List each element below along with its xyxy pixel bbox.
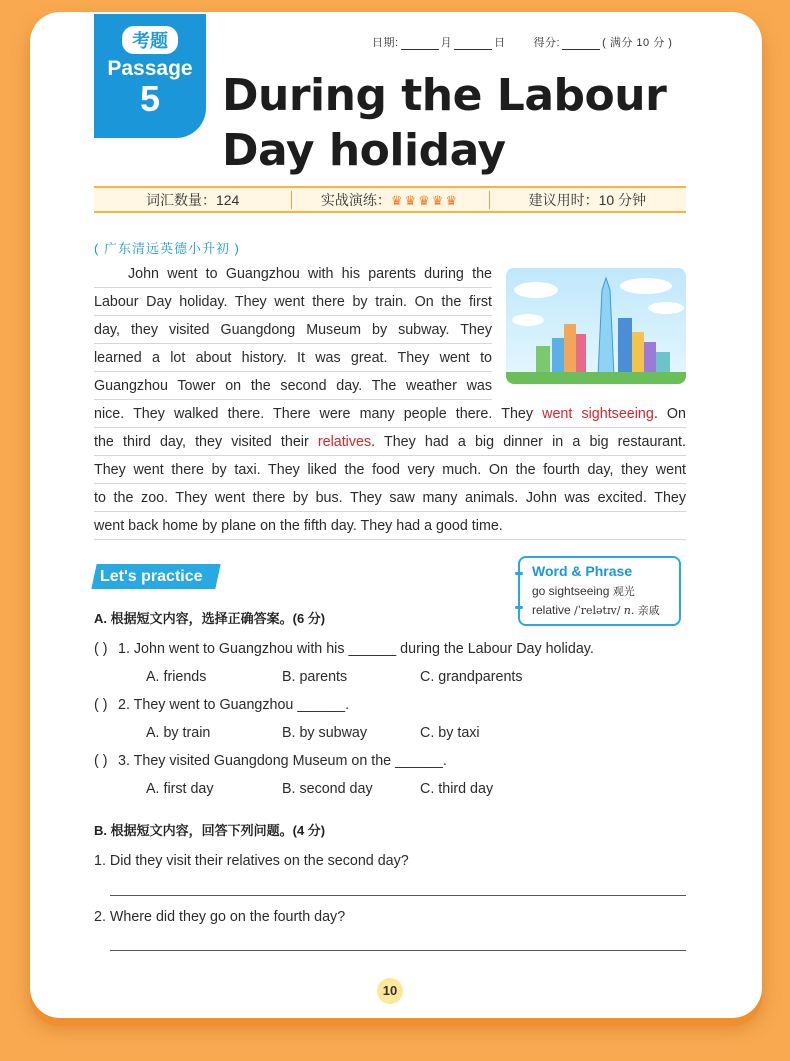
option-c[interactable]: C. by taxi	[420, 725, 480, 741]
passage-line: Guangzhou Tower on the second day. The weather was	[94, 372, 492, 400]
info-bar	[94, 186, 686, 213]
question-2-options	[146, 725, 480, 741]
passage-line: the third day, they visited their relatives. They had a big dinner in a big restaurant.	[94, 428, 686, 456]
practice-level	[291, 190, 488, 210]
badge-tag: 考题	[122, 26, 178, 54]
highlight-went-sightseeing: went sightseeing	[542, 406, 654, 422]
day-blank[interactable]	[454, 39, 492, 50]
highlight-relatives: relatives	[317, 434, 372, 450]
passage-line: went back home by plane on the fifth day. They had a good time.	[94, 512, 686, 540]
full-score: ( 满分 10 分 )	[602, 37, 673, 49]
day-label: 日	[494, 37, 506, 49]
question-2: ( ) 2. They went to Guangzhou ______.	[94, 697, 350, 713]
title-line-1: During the Labour	[222, 70, 667, 121]
question-1-options	[146, 669, 523, 685]
passage-line: learned a lot about history. It was great. They went to	[94, 344, 492, 372]
reading-passage	[94, 260, 686, 540]
question-3-options	[146, 781, 493, 797]
option-a[interactable]: A. by train	[146, 725, 211, 741]
question-3: ( ) 3. They visited Guangdong Museum on the ______.	[94, 753, 447, 769]
word-phrase-box	[518, 556, 681, 626]
passage-number: 5	[139, 78, 161, 119]
open-question-2: 2. Where did they go on the fourth day?	[94, 909, 346, 925]
answer-line-1[interactable]	[110, 895, 686, 896]
score-label: 得分:	[533, 37, 561, 49]
glossary-item: relative /ˈrelətɪv/ n. 亲戚	[532, 603, 660, 617]
suggested-time: 建议用时：10 分钟	[489, 190, 686, 210]
word-count: 词汇数量：124	[145, 191, 240, 208]
section-b-heading: B. 根据短文内容，回答下列问题。(4 分)	[94, 823, 326, 838]
month-blank[interactable]	[401, 39, 439, 50]
source-note: ( 广东清远英德小升初 )	[94, 241, 240, 256]
answer-line-2[interactable]	[110, 950, 686, 951]
section-a-heading: A. 根据短文内容，选择正确答案。(6 分)	[94, 611, 326, 626]
open-question-1: 1. Did they visit their relatives on the second day?	[94, 853, 409, 869]
title-line-2: Day holiday	[222, 125, 506, 176]
answer-paren[interactable]: ( )	[94, 753, 108, 769]
score-blank[interactable]	[562, 39, 600, 50]
option-b[interactable]: B. by subway	[282, 725, 368, 741]
option-a[interactable]: A. friends	[146, 669, 207, 685]
passage-line: nice. They walked there. There were many people there. They went sightseeing. On	[94, 400, 686, 428]
passage-line: day, they visited Guangdong Museum by subway. They	[94, 316, 492, 344]
page-number: 10	[377, 978, 403, 1004]
option-c[interactable]: C. third day	[420, 781, 494, 797]
answer-paren[interactable]: ( )	[94, 697, 108, 713]
lets-practice-tag: Let's practice	[91, 564, 220, 589]
option-a[interactable]: A. first day	[146, 781, 214, 797]
page-title	[222, 68, 692, 178]
date-label: 日期:	[372, 37, 399, 49]
option-c[interactable]: C. grandparents	[420, 669, 523, 685]
passage-line: They went there by taxi. They liked the food very much. On the fourth day, they went	[94, 456, 686, 484]
crown-icons: ♛♛♛♛♛	[390, 192, 460, 208]
question-1: ( ) 1. John went to Guangzhou with his ______ during the Labour Day holiday.	[94, 641, 594, 657]
option-b[interactable]: B. second day	[282, 781, 373, 797]
passage-line: Labour Day holiday. They went there by train. On the first	[94, 288, 492, 316]
practice-label: 实战演练：	[320, 191, 391, 208]
passage-line: to the zoo. They went there by bus. They saw many animals. John was excited. They	[94, 484, 686, 512]
answer-paren[interactable]: ( )	[94, 641, 108, 657]
option-b[interactable]: B. parents	[282, 669, 348, 685]
glossary-item: go sightseeing 观光	[532, 584, 635, 598]
badge-label: Passage	[107, 57, 193, 80]
word-phrase-title: Word & Phrase	[532, 563, 633, 579]
passage-line: John went to Guangzhou with his parents during the	[94, 260, 492, 288]
month-label: 月	[440, 37, 453, 49]
passage-badge	[94, 14, 206, 138]
date-score-header	[372, 34, 672, 50]
